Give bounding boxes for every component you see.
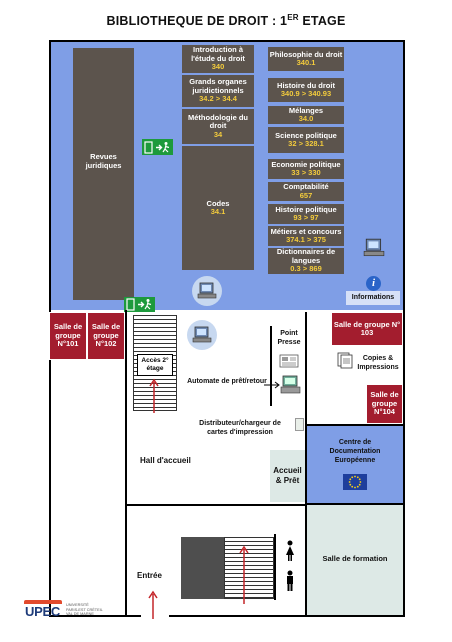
upec-logo-subtitle: UNIVERSITÉ PARIS-EST CRÉTEIL VAL DE MARNE	[66, 603, 103, 617]
shelf-histoire-politique	[268, 204, 344, 224]
point-presse: Point Presse	[277, 330, 301, 346]
shelf-code: 34	[213, 129, 223, 139]
access-sign	[137, 354, 173, 376]
shelf-label: Codes	[206, 198, 230, 208]
staircase	[224, 537, 274, 599]
shelf-revues-juridiques	[73, 48, 134, 300]
shelf-label: Métiers et concours	[270, 226, 342, 236]
shelf-economie-politique	[268, 159, 344, 179]
formation-label: Salle de formation	[322, 554, 388, 563]
room-salle-groupe-101	[49, 312, 87, 360]
shelf-label: Grands organes juridictionnels	[189, 77, 247, 95]
wall	[270, 326, 272, 406]
arrow-up-icon	[149, 378, 159, 414]
shelf-code: 33 > 330	[291, 168, 321, 177]
newspaper-icon	[279, 353, 301, 369]
upec-logo-text: UPEC	[25, 604, 60, 619]
access-label: Accès 2° étage	[141, 357, 169, 372]
shelf-grands-organes	[182, 75, 254, 107]
upec-logo	[24, 600, 104, 630]
shelf-code: 93 > 97	[293, 213, 319, 222]
women-restroom-icon	[284, 540, 296, 562]
shelf-code: 34.0	[298, 114, 314, 123]
emergency-exit-icon	[142, 139, 173, 155]
room-label: Salle de groupe N°101	[53, 322, 83, 349]
room-label: Salle de groupe N° 103	[333, 319, 401, 337]
shelf-histoire-droit	[268, 78, 344, 102]
shelf-label: Comptabilité	[283, 182, 329, 191]
hall-accueil: Hall d'accueil	[140, 456, 191, 465]
distributeur-cartes: Distributeur/chargeur de cartes d'impression	[199, 420, 281, 436]
shelf-label: Histoire politique	[275, 204, 337, 214]
eu-flag-icon	[343, 474, 367, 490]
shelf-code: 340.1	[296, 58, 316, 67]
arrow-up-icon	[239, 545, 249, 605]
page-title: BIBLIOTHEQUE DE DROIT : 1ER ETAGE	[106, 13, 346, 29]
shelf-code: 34.2 > 34.4	[199, 94, 237, 104]
shelf-code: 374.1 > 375	[286, 235, 326, 244]
shelf-code: 340.9 > 340.93	[280, 89, 332, 98]
shelf-codes	[182, 146, 254, 270]
shelf-label: Revues juridiques	[85, 152, 122, 170]
shelf-metiers-concours	[268, 226, 344, 246]
entree: Entrée	[137, 571, 162, 580]
shelf-code: 657	[299, 190, 313, 200]
shelf-melanges	[268, 106, 344, 124]
informations-desk: Informations	[346, 291, 400, 305]
computer-icon	[192, 276, 222, 306]
shelf-code: 32 > 328.1	[288, 139, 324, 148]
computer-icon	[363, 238, 385, 258]
shelf-science-politique	[268, 127, 344, 153]
room-salle-groupe-104	[366, 384, 403, 424]
copies-impressions: Copies & Impressions	[357, 355, 399, 371]
emergency-exit-icon	[124, 297, 155, 312]
shelf-philosophie	[268, 47, 344, 71]
card-dispenser-icon	[295, 418, 304, 431]
wall	[125, 506, 127, 617]
info-icon: i	[366, 276, 381, 291]
accueil-pret-desk: Accueil & Prêt	[270, 450, 305, 502]
shelf-label: Dictionnaires de langues	[276, 247, 336, 265]
shelf-introduction	[182, 45, 254, 73]
room-salle-groupe-103	[331, 312, 403, 346]
arrow-up-icon	[148, 590, 158, 620]
room-salle-groupe-102	[87, 312, 125, 360]
men-restroom-icon	[284, 570, 296, 592]
shelf-label: Philosophie du droit	[269, 49, 343, 59]
shelf-code: 0.3 > 869	[290, 264, 322, 274]
exit-arrow-icon	[144, 141, 172, 154]
room-label: Salle de groupe N°104	[370, 390, 399, 417]
shelf-label: Science politique	[275, 130, 337, 140]
lower-staircase	[181, 537, 224, 599]
shelf-comptabilite	[268, 182, 344, 201]
shelf-label: Introduction à l'étude du droit	[191, 45, 245, 63]
salle-formation	[307, 505, 403, 615]
pointer-arrow-icon	[263, 381, 281, 389]
shelf-code: 340	[211, 62, 225, 72]
copier-icon	[336, 351, 354, 369]
wall	[125, 504, 305, 506]
shelf-label: Méthodologie du droit	[188, 112, 248, 131]
cde-label: Centre de Documentation Européenne	[329, 439, 381, 464]
automate-pret-retour: Automate de prêt/retour	[187, 378, 267, 385]
shelf-dictionnaires	[268, 248, 344, 274]
shelf-code: 34.1	[210, 207, 226, 216]
self-service-machine-icon	[280, 374, 302, 396]
wall	[125, 310, 127, 504]
room-label: Salle de groupe N°102	[91, 322, 121, 349]
shelf-methodologie	[182, 109, 254, 144]
shelf-label: Economie politique	[271, 159, 341, 169]
shelf-label: Mélanges	[288, 105, 324, 115]
computer-icon	[187, 320, 217, 350]
shelf-label: Histoire du droit	[277, 80, 335, 90]
centre-documentation-europeenne	[307, 426, 403, 503]
exit-arrow-icon	[126, 298, 154, 311]
